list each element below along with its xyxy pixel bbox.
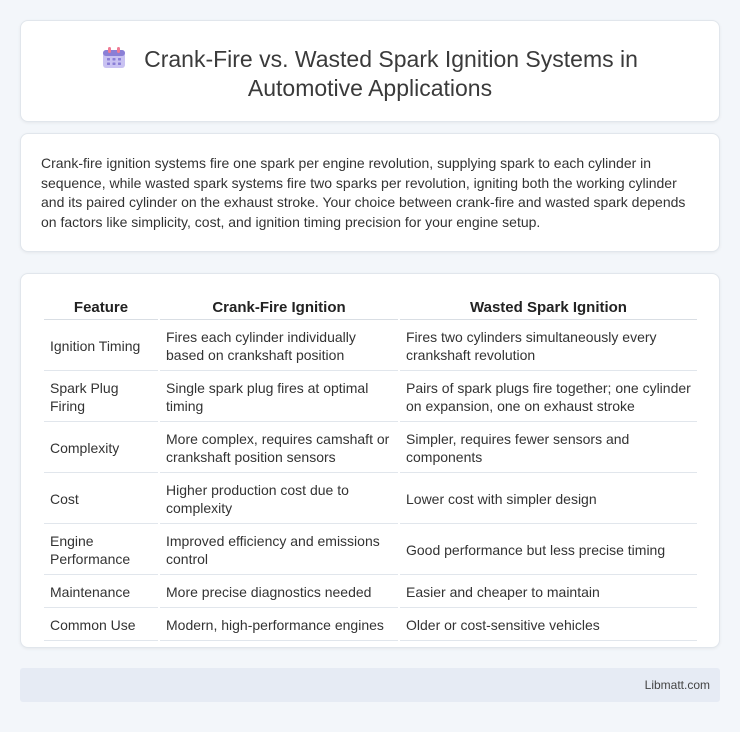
table-row: [44, 475, 697, 524]
feature-cell: Common Use: [44, 610, 158, 641]
crank-fire-cell: Modern, high-performance engines: [160, 610, 398, 641]
footer-brand-link[interactable]: Libmatt.com: [644, 678, 710, 692]
table-row: [44, 322, 697, 371]
wasted-spark-cell: Pairs of spark plugs fire together; one cylinder on expansion, one on exhaust stroke: [400, 373, 697, 422]
page-title: [21, 45, 719, 103]
comparison-table: [42, 294, 699, 643]
table-row: [44, 526, 697, 575]
header-wasted-spark: Wasted Spark Ignition: [400, 296, 697, 320]
crank-fire-cell: Single spark plug fires at optimal timing: [160, 373, 398, 422]
summary-card: [20, 133, 720, 252]
summary-text: Crank-fire ignition systems fire one spark per engine revolution, supplying spark to each cylinder in sequence, while wasted spark systems fire two sparks per revolution, igniting both the working cylinder and its paired cylinder on the exhaust stroke. Your choice between crank-fire and wasted spark depends on factors like simplicity, cost, and ignition timing precision for your engine setup.: [41, 155, 686, 230]
crank-fire-cell: Improved efficiency and emissions control: [160, 526, 398, 575]
wasted-spark-cell: Simpler, requires fewer sensors and components: [400, 424, 697, 473]
crank-fire-cell: More complex, requires camshaft or crankshaft position sensors: [160, 424, 398, 473]
feature-cell: Engine Performance: [44, 526, 158, 575]
table-row: [44, 373, 697, 422]
header-crank-fire: Crank-Fire Ignition: [160, 296, 398, 320]
wasted-spark-cell: Fires two cylinders simultaneously every crankshaft revolution: [400, 322, 697, 371]
crank-fire-cell: Fires each cylinder individually based on crankshaft position: [160, 322, 398, 371]
feature-cell: Spark Plug Firing: [44, 373, 158, 422]
comparison-card: [20, 273, 720, 648]
wasted-spark-cell: Good performance but less precise timing: [400, 526, 697, 575]
title-card: [20, 20, 720, 122]
table-row: [44, 610, 697, 641]
footer-bar: [20, 668, 720, 702]
table-row: [44, 577, 697, 608]
table-header-row: [44, 296, 697, 320]
table-row: [44, 424, 697, 473]
feature-cell: Complexity: [44, 424, 158, 473]
title-line-2: Automotive Applications: [247, 75, 493, 101]
feature-cell: Ignition Timing: [44, 322, 158, 371]
calendar-icon: [102, 47, 126, 69]
crank-fire-cell: More precise diagnostics needed: [160, 577, 398, 608]
header-feature: Feature: [44, 296, 158, 320]
wasted-spark-cell: Lower cost with simpler design: [400, 475, 697, 524]
wasted-spark-cell: Older or cost-sensitive vehicles: [400, 610, 697, 641]
crank-fire-cell: Higher production cost due to complexity: [160, 475, 398, 524]
feature-cell: Cost: [44, 475, 158, 524]
feature-cell: Maintenance: [44, 577, 158, 608]
title-line-1: Crank-Fire vs. Wasted Spark Ignition Systems in: [144, 46, 638, 72]
title-line-1-wrap: [102, 46, 638, 72]
wasted-spark-cell: Easier and cheaper to maintain: [400, 577, 697, 608]
